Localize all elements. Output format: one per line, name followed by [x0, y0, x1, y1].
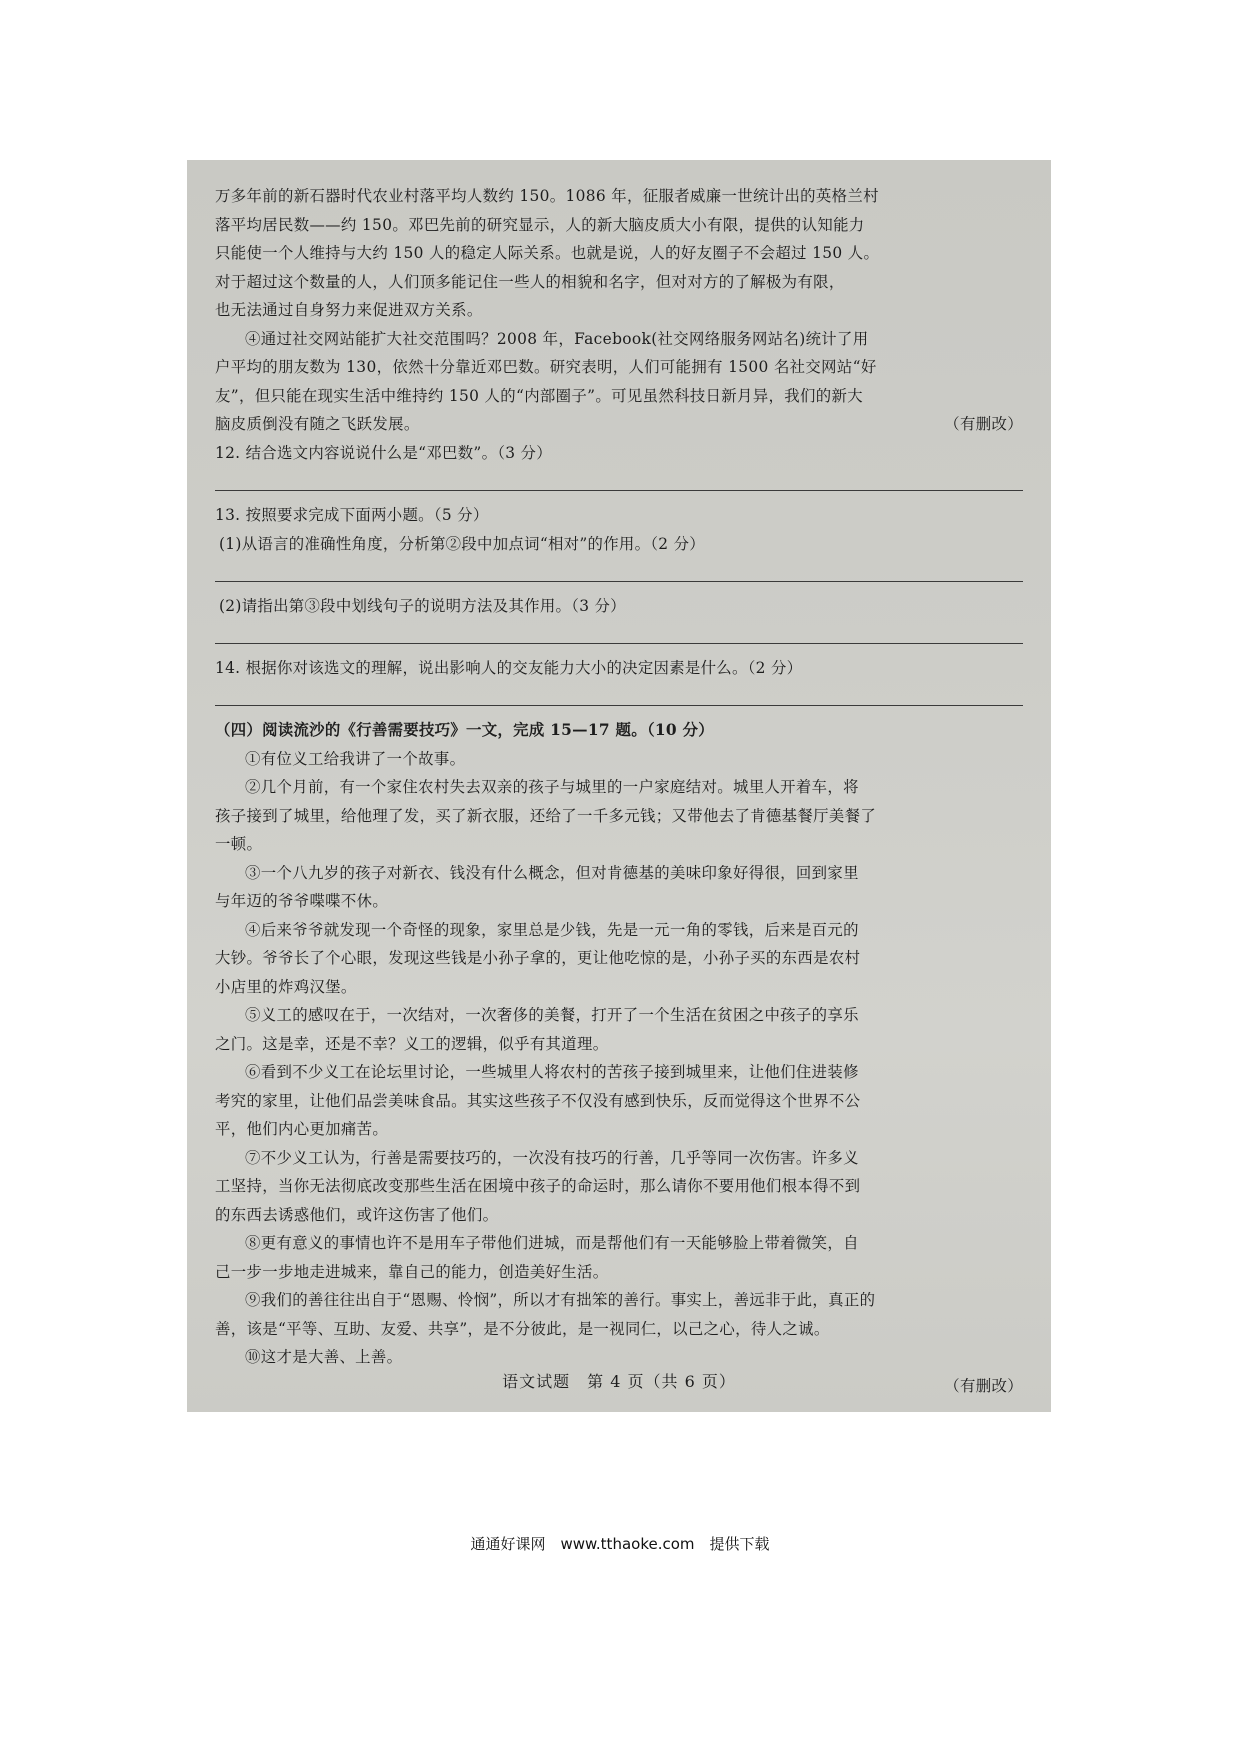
passage-line: 落平均居民数——约 150。邓巴先前的研究显示，人的新大脑皮质大小有限，提供的认知能力 [215, 215, 865, 234]
story-passage [215, 745, 1023, 1372]
passage-line: 户平均的朋友数为 130，依然十分靠近邓巴数。研究表明，人们可能拥有 1500 名社交网站“好 [215, 358, 877, 376]
passage-top [215, 182, 1023, 325]
story-line: 与年迈的爷爷喋喋不休。 [215, 892, 389, 910]
exam-page-content [215, 182, 1023, 1400]
story-line: 平，他们内心更加痛苦。 [215, 1120, 389, 1138]
story-line: ③一个八九岁的孩子对新衣、钱没有什么概念，但对肯德基的美味印象好得很，回到家里 [245, 863, 859, 882]
passage-line: 只能使一个人维持与大约 150 人的稳定人际关系。也就是说，人的好友圈子不会超过 150 人。 [215, 244, 880, 262]
story-line: 己一步一步地走进城来，靠自己的能力，创造美好生活。 [215, 1262, 609, 1281]
story-line: ⑨我们的善往往出自于“恩赐、怜悯”，所以才有拙笨的善行。事实上，善远非于此，真正的 [245, 1291, 876, 1309]
download-credit: 通通好课网 www.tthaoke.com 提供下载 [470, 1535, 770, 1553]
story-line: 善，该是“平等、互助、友爱、共享”，是不分彼此，是一视同仁，以己之心，待人之诚。 [215, 1319, 830, 1338]
exam-page-photo [187, 160, 1051, 1412]
story-line: ⑧更有意义的事情也许不是用车子带他们进城，而是帮他们有一天能够脸上带着微笑，自 [245, 1234, 859, 1252]
passage-line: ④通过社交网站能扩大社交范围吗？2008 年，Facebook(社交网络服务网站名)统计了用 [245, 329, 869, 348]
story-line: ⑦不少义工认为，行善是需要技巧的，一次没有技巧的行善，几乎等同一次伤害。许多义 [245, 1148, 859, 1167]
story-line: ②几个月前，有一个家住农村失去双亲的孩子与城里的一户家庭结对。城里人开着车，将 [245, 778, 859, 796]
edit-note: （有删改） [944, 415, 1023, 433]
question-14: 14. 根据你对该选文的理解，说出影响人的交友能力大小的决定因素是什么。（2 分） [215, 658, 803, 677]
story-line: ⑤义工的感叹在于，一次结对，一次奢侈的美餐，打开了一个生活在贫困之中孩子的享乐 [245, 1006, 859, 1024]
question-12: 12. 结合选文内容说说什么是“邓巴数”。（3 分） [215, 443, 552, 462]
story-line: 大钞。爷爷长了个心眼，发现这些钱是小孙子拿的，更让他吃惊的是，小孙子买的东西是农村 [215, 949, 861, 967]
story-line: ①有位义工给我讲了一个故事。 [245, 749, 466, 768]
answer-line [215, 559, 1023, 582]
question-13-1: (1)从语言的准确性角度，分析第②段中加点词“相对”的作用。（2 分） [219, 534, 705, 553]
story-line: ④后来爷爷就发现一个奇怪的现象，家里总是少钱，先是一元一角的零钱，后来是百元的 [245, 920, 859, 939]
passage-line: 也无法通过自身努力来促进双方关系。 [215, 301, 483, 319]
story-line: 小店里的炸鸡汉堡。 [215, 977, 357, 996]
passage-line: 友”，但只能在现实生活中维持约 150 人的“内部圈子”。可见虽然科技日新月异，我们的新大 [215, 386, 863, 405]
answer-line [215, 468, 1023, 491]
question-13-2: (2)请指出第③段中划线句子的说明方法及其作用。（3 分） [219, 596, 626, 615]
question-13: 13. 按照要求完成下面两小题。（5 分） [215, 505, 489, 524]
story-line: 之门。这是幸，还是不幸？义工的逻辑，似乎有其道理。 [215, 1034, 609, 1053]
edit-note: （有删改） [944, 1376, 1023, 1395]
story-line: 孩子接到了城里，给他理了发，买了新衣服，还给了一千多元钱；又带他去了肯德基餐厅美餐了 [215, 806, 877, 825]
page-footer: 语文试题 第 4 页（共 6 页） [502, 1372, 736, 1391]
story-line: ⑩这才是大善、上善。 [245, 1348, 403, 1366]
section-4-title: （四）阅读流沙的《行善需要技巧》一文，完成 15—17 题。（10 分） [215, 720, 714, 739]
story-line: 的东西去诱惑他们，或许这伤害了他们。 [215, 1205, 499, 1224]
story-line: ⑥看到不少义工在论坛里讨论，一些城里人将农村的苦孩子接到城里来，让他们住进装修 [245, 1063, 859, 1081]
passage-line: 万多年前的新石器时代农业村落平均人数约 150。1086 年，征服者威廉一世统计出的英格兰村 [215, 187, 879, 205]
answer-line [215, 683, 1023, 706]
story-line: 一顿。 [215, 835, 263, 853]
answer-line [215, 621, 1023, 644]
passage-line: 对于超过这个数量的人，人们顶多能记住一些人的相貌和名字，但对对方的了解极为有限， [215, 272, 845, 291]
story-line: 考究的家里，让他们品尝美味食品。其实这些孩子不仅没有感到快乐，反而觉得这个世界不公 [215, 1091, 861, 1110]
story-line: 工坚持，当你无法彻底改变那些生活在困境中孩子的命运时，那么请你不要用他们根本得不到 [215, 1177, 861, 1195]
passage-paragraph-4 [215, 325, 1023, 439]
passage-line: 脑皮质倒没有随之飞跃发展。 [215, 415, 420, 433]
